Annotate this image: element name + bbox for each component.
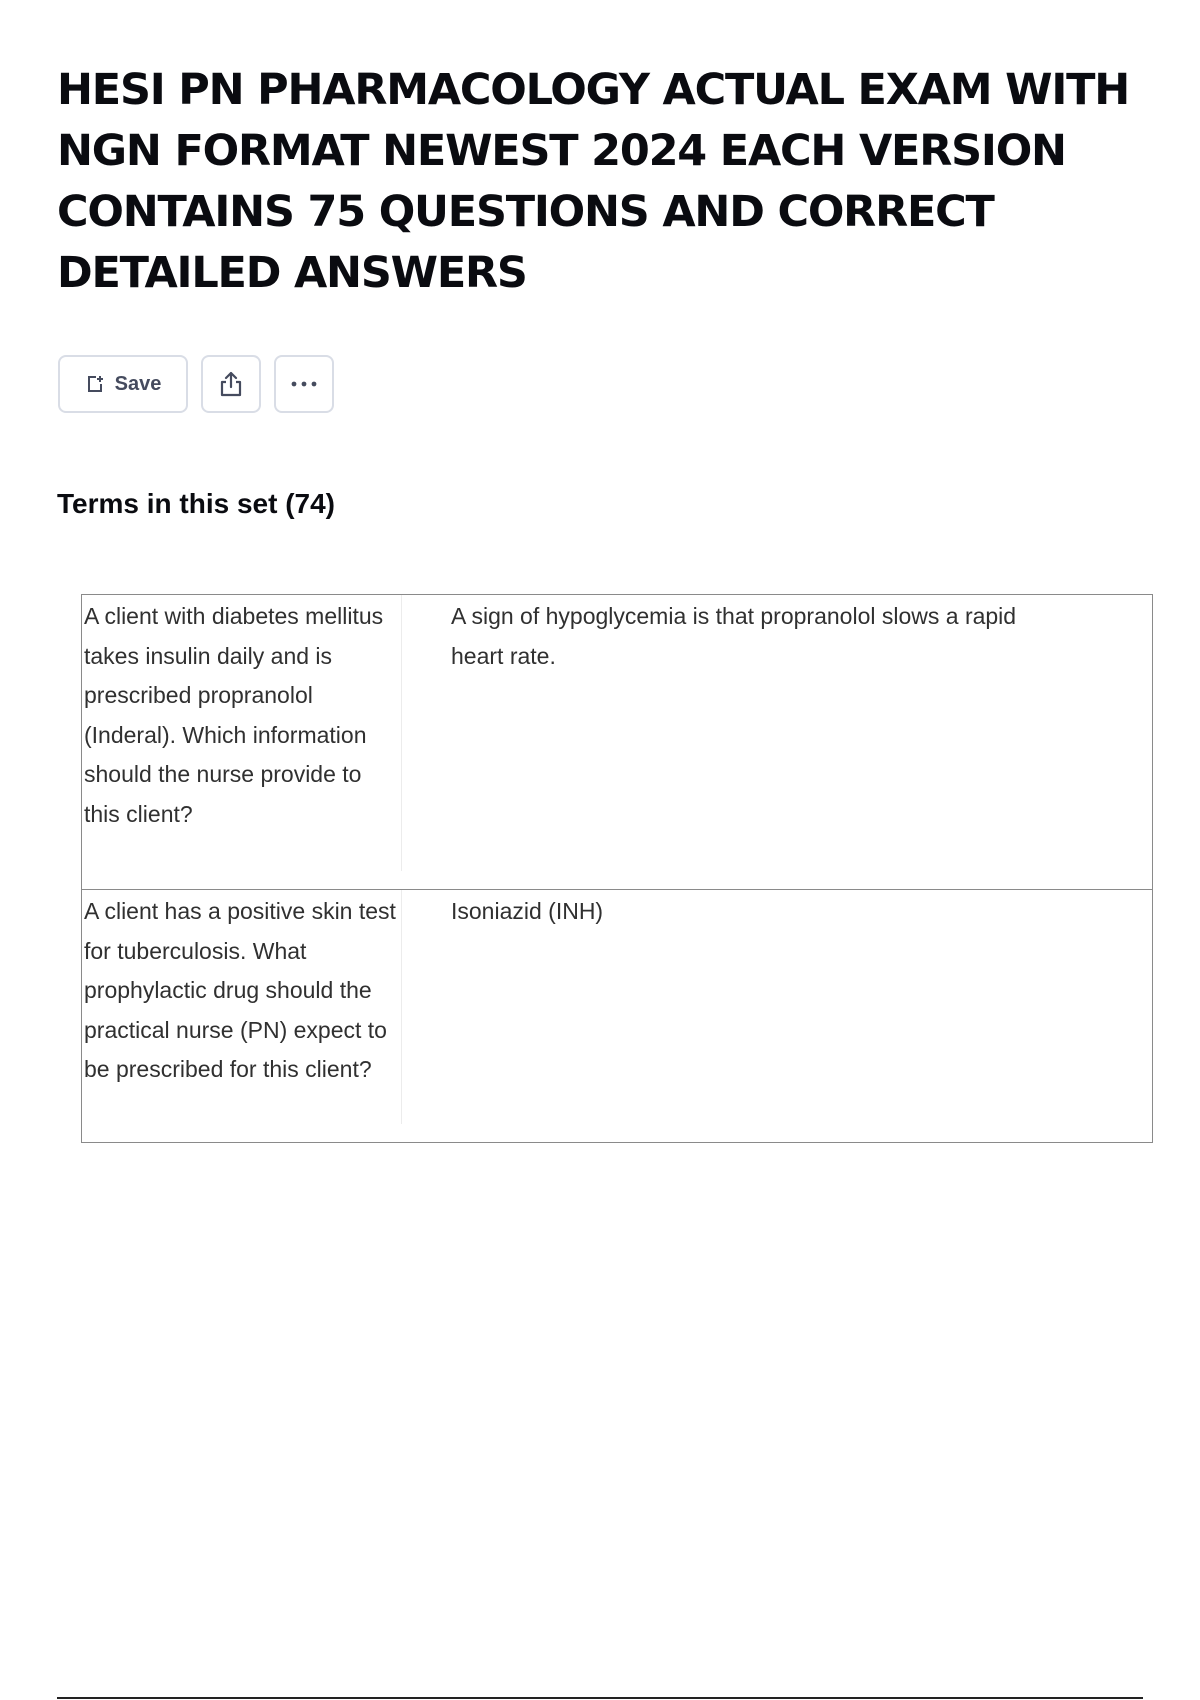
terms-heading: Terms in this set (74) bbox=[57, 488, 336, 519]
footer-divider bbox=[57, 1697, 1143, 1699]
term-text: A client with diabetes mellitus takes insulin daily and is prescribed propranolol (Inderal). Which information should the nurse provide to this client? bbox=[82, 595, 402, 871]
definition-text: A sign of hypoglycemia is that propranolol slows a rapid heart rate. bbox=[451, 603, 1017, 669]
term-row bbox=[82, 595, 1152, 889]
share-button[interactable] bbox=[201, 355, 261, 413]
toolbar bbox=[58, 355, 334, 415]
share-icon bbox=[217, 370, 245, 398]
more-options-button[interactable] bbox=[274, 355, 334, 413]
save-button-label: Save bbox=[114, 372, 162, 395]
definition-text: Isoniazid (INH) bbox=[451, 898, 604, 924]
more-icon bbox=[289, 380, 319, 388]
term-row bbox=[82, 889, 1152, 1142]
page-title: HESI PN PHARMACOLOGY ACTUAL EXAM WITH NGN FORMAT NEWEST 2024 EACH VERSION CONTAINS 75 QUESTIONS AND CORRECT DETAILED ANSWERS bbox=[57, 65, 1130, 298]
save-button[interactable] bbox=[58, 355, 188, 413]
save-icon bbox=[85, 374, 105, 394]
terms-table bbox=[81, 594, 1153, 1143]
term-text: A client has a positive skin test for tuberculosis. What prophylactic drug should the practical nurse (PN) expect to be prescribed for this client? bbox=[82, 890, 402, 1124]
